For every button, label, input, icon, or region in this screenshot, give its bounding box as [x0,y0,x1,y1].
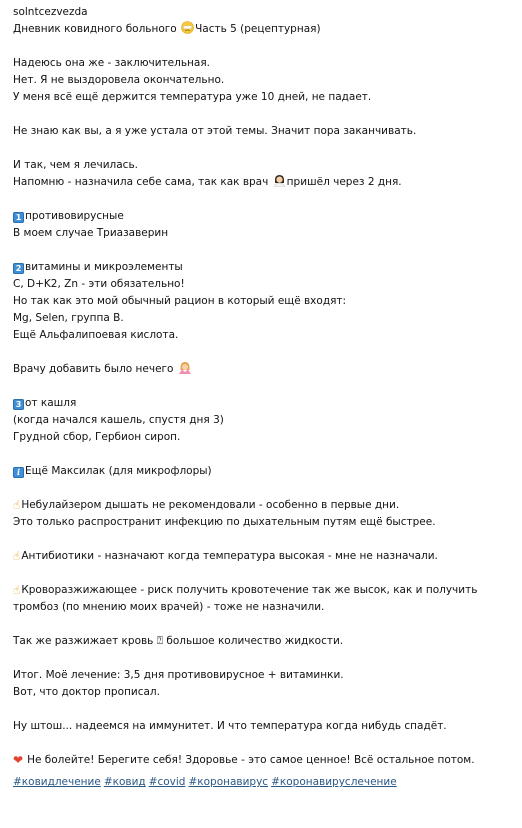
pointing-up-icon: ☝ [13,498,21,512]
section-title-text: витамины и микроэлементы [25,261,183,273]
note-text: Кроворазжижающее - риск получить кровотечение так же высок, как и получить тромбоз (по мнению моих врачей) - тоже не назначили. [13,584,478,613]
note-line [13,548,516,565]
doctor-text-end: пришёл через 2 дня. [286,176,402,188]
title-text: Дневник ковидного больного [13,23,177,35]
keycap-1-icon: 1 [13,212,24,223]
hashtag-link[interactable]: #ковид [103,776,146,788]
note-text: Небулайзером дышать не рекомендовали - особенно в первые дни. [21,499,400,511]
paragraph-line [13,174,516,191]
heart-icon: ❤ [13,753,24,767]
paragraph-line: Так же разжижает кровь ⍰ большое количество жидкости. [13,635,344,647]
hashtags [13,774,516,791]
section-line: Грудной сбор, Гербион сироп. [13,431,181,443]
paragraph-line: Надеюсь она же - заключительная. [13,57,210,69]
hashtag-link[interactable]: #ковидлечение [13,776,101,788]
doctor-text: Напомню - назначила себе сама, так как врач [13,176,269,188]
summary-line: Итог. Моё лечение: 3,5 дня противовирусное + витаминки. [13,669,344,681]
doctor-woman-icon [273,174,286,187]
section-line: В моем случае Триазаверин [13,227,169,239]
person-no-gesture-icon [178,361,192,374]
section-line: С, D+K2, Zn - эти обязательно! [13,278,185,290]
information-icon: i [13,467,24,478]
section-title [13,208,516,225]
author-name[interactable]: solntcezvezda [13,6,88,18]
section-title [13,395,516,412]
section-line: Ещё Альфалипоевая кислота. [13,329,179,341]
section-line: Mg, Selen, группа В. [13,312,124,324]
doctor-note-text: Врачу добавить было нечего [13,363,174,375]
paragraph-line: Не знаю как вы, а я уже устала от этой темы. Значит пора заканчивать. [13,125,417,137]
summary-line: Вот, что доктор прописал. [13,686,160,698]
hashtag-link[interactable]: #covid [148,776,186,788]
section-line: Но так как это мой обычный рацион в который ещё входят: [13,295,347,307]
note-line [13,497,516,514]
section-title-text: противовирусные [25,210,124,222]
doctor-note [13,361,516,378]
post-title [13,21,516,38]
sick-face-icon [181,21,194,34]
section-title [13,259,516,276]
paragraph-line: Ну штош... надеемся на иммунитет. И что температура когда нибудь спадёт. [13,720,447,732]
info-line [13,463,516,480]
keycap-3-icon: 3 [13,399,24,410]
hashtag-link[interactable]: #коронавируслечение [271,776,397,788]
info-text: Ещё Максилак (для микрофлоры) [25,465,212,477]
note-line: Это только распространит инфекцию по дыхательным путям ещё быстрее. [13,516,436,528]
note-line [13,582,516,616]
paragraph-line: И так, чем я лечилась. [13,159,138,171]
keycap-2-icon: 2 [13,263,24,274]
pointing-up-icon: ☝ [13,583,21,597]
hashtag-link[interactable]: #коронавирус [188,776,269,788]
closing-line [13,752,516,769]
title-part: Часть 5 (рецептурная) [195,23,321,35]
section-title-text: от кашля [25,397,77,409]
paragraph-line: У меня всё ещё держится температура уже 10 дней, не падает. [13,91,372,103]
pointing-up-icon: ☝ [13,549,21,563]
section-line: (когда начался кашель, спустя дня 3) [13,414,224,426]
closing-text: Не болейте! Берегите себя! Здоровье - это самое ценное! Всё остальное потом. [27,754,475,766]
paragraph-line: Нет. Я не выздоровела окончательно. [13,74,225,86]
note-text: Антибиотики - назначают когда температура высокая - мне не назначали. [21,550,438,562]
